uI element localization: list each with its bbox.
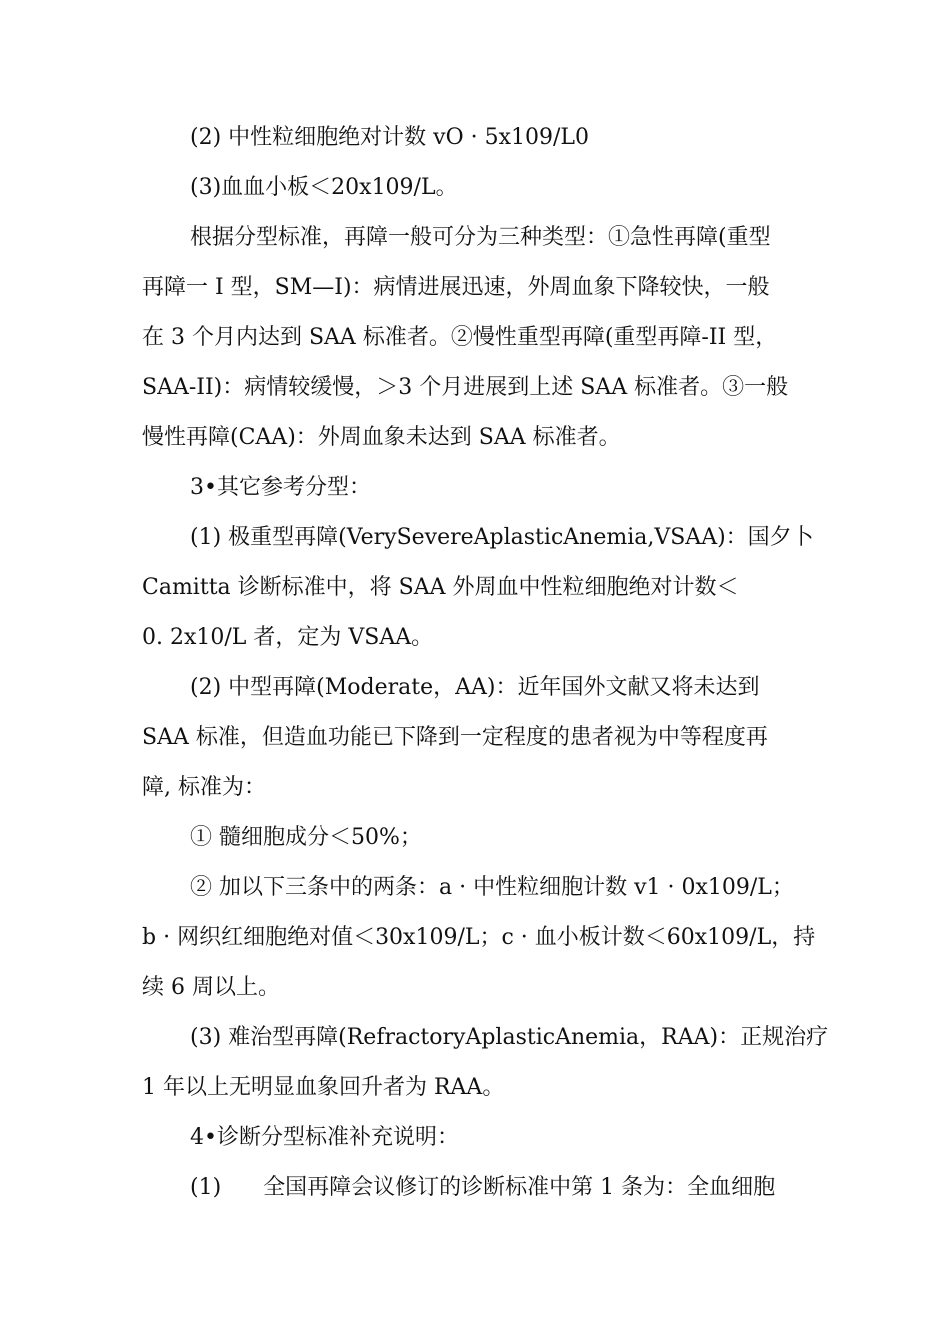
text-line: SAA-II)：病情较缓慢，＞3 个月进展到上述 SAA 标准者。③一般 — [142, 375, 789, 400]
text-line: (3) 难治型再障(RefractoryAplasticAnemia，RAA)：正规治疗 — [190, 1025, 829, 1050]
text-line: 4•诊断分型标准补充说明： — [190, 1125, 459, 1150]
text-line: 障, 标准为： — [142, 775, 266, 800]
text-line: Camitta 诊断标准中，将 SAA 外周血中性粒细胞绝对计数＜ — [142, 575, 739, 600]
text-line: 在 3 个月内达到 SAA 标准者。②慢性重型再障(重型再障-II 型， — [142, 325, 778, 350]
text-line: (1) 极重型再障(VerySevereAplasticAnemia,VSAA)：国夕卜 — [190, 525, 814, 550]
text-line: 3•其它参考分型： — [190, 475, 371, 500]
text-line: b · 网织红细胞绝对值＜30x109/L；c · 血小板计数＜60x109/L，持 — [142, 925, 816, 950]
text-line: 0. 2x10/L 者，定为 VSAA。 — [142, 625, 434, 650]
text-line: 续 6 周以上。 — [142, 975, 280, 1000]
text-line: 慢性再障(CAA)：外周血象未达到 SAA 标准者。 — [142, 425, 621, 450]
text-line: SAA 标准，但造血功能已下降到一定程度的患者视为中等程度再 — [142, 725, 768, 750]
text-line: (1) 全国再障会议修订的诊断标准中第 1 条为：全血细胞 — [190, 1175, 776, 1200]
text-line: 再障一 I 型，SM—I)：病情进展迅速，外周血象下降较快，一般 — [142, 275, 770, 300]
text-line: 根据分型标准，再障一般可分为三种类型：①急性再障(重型 — [190, 225, 771, 250]
text-line: 1 年以上无明显血象回升者为 RAA。 — [142, 1075, 505, 1100]
text-line: ② 加以下三条中的两条：a · 中性粒细胞计数 v1 · 0x109/L； — [190, 875, 794, 900]
text-line: (3)血血小板＜20x109/L。 — [190, 175, 458, 200]
text-line: (2) 中性粒细胞绝对计数 vO · 5x109/L0 — [190, 125, 590, 150]
text-line: ① 髓细胞成分＜50%； — [190, 825, 422, 850]
text-line: (2) 中型再障(Moderate，AA)：近年国外文献又将未达到 — [190, 675, 760, 700]
